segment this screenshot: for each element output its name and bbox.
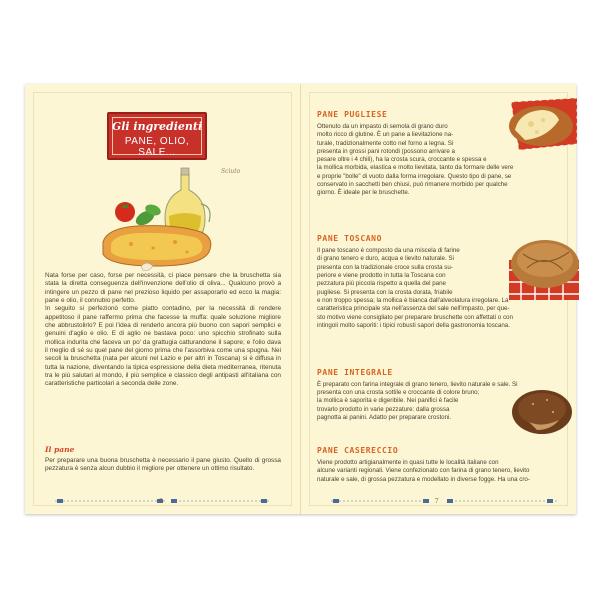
text-line: pesare oltre i 4 chili), ha la crosta scura, croccante e spessa e [317,156,487,163]
page-number-right: 7 [435,497,439,505]
ingredients-header-panel [107,112,207,160]
left-page [25,84,301,514]
cutlery-ornament-icon [171,497,271,505]
text-line: giorno. È ideale per le bruschette. [317,189,410,197]
pugliese-text-a [317,123,503,156]
intro-paragraph-1: Nata forse per caso, forse per necessità, ci piace pensare che la bruschetta sia stata la diretta conseguenza dell'invenzione dell'olio di oliva... Qualcuno provò a intingere un pezzo di pane nel prezioso liquido per assaporarlo ed ecco la magia: pane e olio, il connubio perfetto. [45,272,281,305]
toscano-text-a [317,247,511,297]
text-line: È preparato con farina integrale di grano tenero, lievito naturale e sale. Si [317,381,518,388]
header-title: Gli ingredienti [111,120,203,133]
toscano-bread-icon [505,230,579,302]
text-line: trovarlo prodotto in varie pezzature: dalla grossa [317,405,450,413]
text-line: presenta con una crosta sottile e croccante di colore bruno; [317,389,480,396]
text-line: molto ricco di glutine. È un pane a lievitazione na- [317,131,454,139]
text-line: la mollica è saporita e digeribile. Nei panifici è facile [317,397,459,405]
casereccio-text [317,459,567,484]
text-line: Viene prodotto artigianalmente in quasi tutte le località italiane con [317,459,499,466]
text-line: alcune varianti regionali. Viene confezionato con farina di grano tenero, lievito [317,467,530,475]
integrale-bread-icon [509,384,575,438]
text-line: conservato in sacchetti ben chiusi, può rimanere morbido per qualche [317,181,508,189]
text-line: Il pane toscano è composto da una miscela di farine [317,247,460,254]
section-title-casereccio: PANE CASERECCIO [317,446,399,455]
text-line: caratteristica principale sta nell'assenza del sale nell'impasto, per que- [317,305,510,313]
text-line: la mollica morbida, elastica e molto lievitata, tanto da formare delle vere [317,164,514,172]
pugliese-text-b [317,156,567,198]
bread-oil-tomato-illustration [97,166,229,274]
text-line: pagnotta ai panini. Adatto per preparare crostoni. [317,414,452,422]
text-line: intingoli molto saporiti: i tipici robusti sapori della gastronomia toscana. [317,322,510,330]
text-line: pezzatura più piccola rispetto a quella del pane [317,280,446,288]
right-page [301,84,576,514]
text-line: turale, tradizionalmente cotto nel forno a legna. Si [317,139,454,147]
text-line: presenta con la tradizionale croce sulla crosta su- [317,263,453,271]
section-title-integrale: PANE INTEGRALE [317,368,393,377]
intro-paragraph-2: In seguito si perfezionò come piatto contadino, per la necessità di rendere appetitoso il pane raffermo prima che facesse la muffa: quale soluzione migliore che abbrustolirlo? E poi l'idea di renderlo ancora più buono con sapori semplici e genuini d'aglio e olio. E di aglio ne bastava poco: uno spicchio strofinato sulla mollica indurita che faceva un po' da grattugia catturandone il sapore; e l'olio dava il meglio di sé su quel pane del giorno prima che l'assorbiva come una spugna. Nei secoli la bruschetta (nata per alcuni nel Lazio e per altri in Toscana) si è diffusa in tutta la nazione, diventando la tipica espressione della dieta mediterranea, ritenuta tra le più salutari al mondo, il più semplice e classico degli antipasti all'italiana con caratteristiche particolari a seconda delle zone. [45,305,281,388]
section-title-pugliese: PANE PUGLIESE [317,110,388,119]
text-line: presenta in grossi pani rotondi (possono arrivare a [317,148,455,156]
section-title-toscano: PANE TOSCANO [317,234,382,243]
subhead-il-pane: Il pane [45,445,75,454]
text-line: di grano tenero e duro, acqua e lievito naturale. Si [317,255,454,263]
book-spread [25,84,576,514]
text-line: e proprie "bolle" di vuoto dalla forma irregolare. Questo tipo di pane, se [317,172,512,180]
subhead-text: Per preparare una buona bruschetta è necessario il pane giusto. Quello di grossa pezzatura è senza alcun dubbio il migliore per ottenere un ottimo risultato. [45,457,281,473]
pugliese-bread-icon [497,94,577,156]
integrale-text-b [317,389,511,422]
cutlery-ornament-icon [447,497,557,505]
text-line: e non troppo spessa; la mollica è bianca dall'alveolatura irregolare. La [317,297,509,304]
intro-text [45,272,281,389]
toscano-text-b [317,297,567,330]
text-line: periore e viene prodotto in tutta la Toscana con [317,272,446,280]
page-number-left: 6 [159,497,163,505]
cutlery-ornament-icon [331,497,431,505]
text-line: pugliese. Si presenta con la crosta dorata, friabile [317,288,453,296]
text-line: sto motivo viene consigliato per preparare bruschette con affettati o con [317,313,513,321]
illustrator-signature: Sciuto [221,168,241,175]
text-line: Ottenuto da un impasto di semola di grano duro [317,123,448,130]
header-subtitle: PANE, OLIO, SALE... [124,136,190,158]
cutlery-ornament-icon [55,497,165,505]
text-line: naturale e sale, di grossa pezzatura e modellato in diverse fogge. Ha una cro- [317,475,530,483]
